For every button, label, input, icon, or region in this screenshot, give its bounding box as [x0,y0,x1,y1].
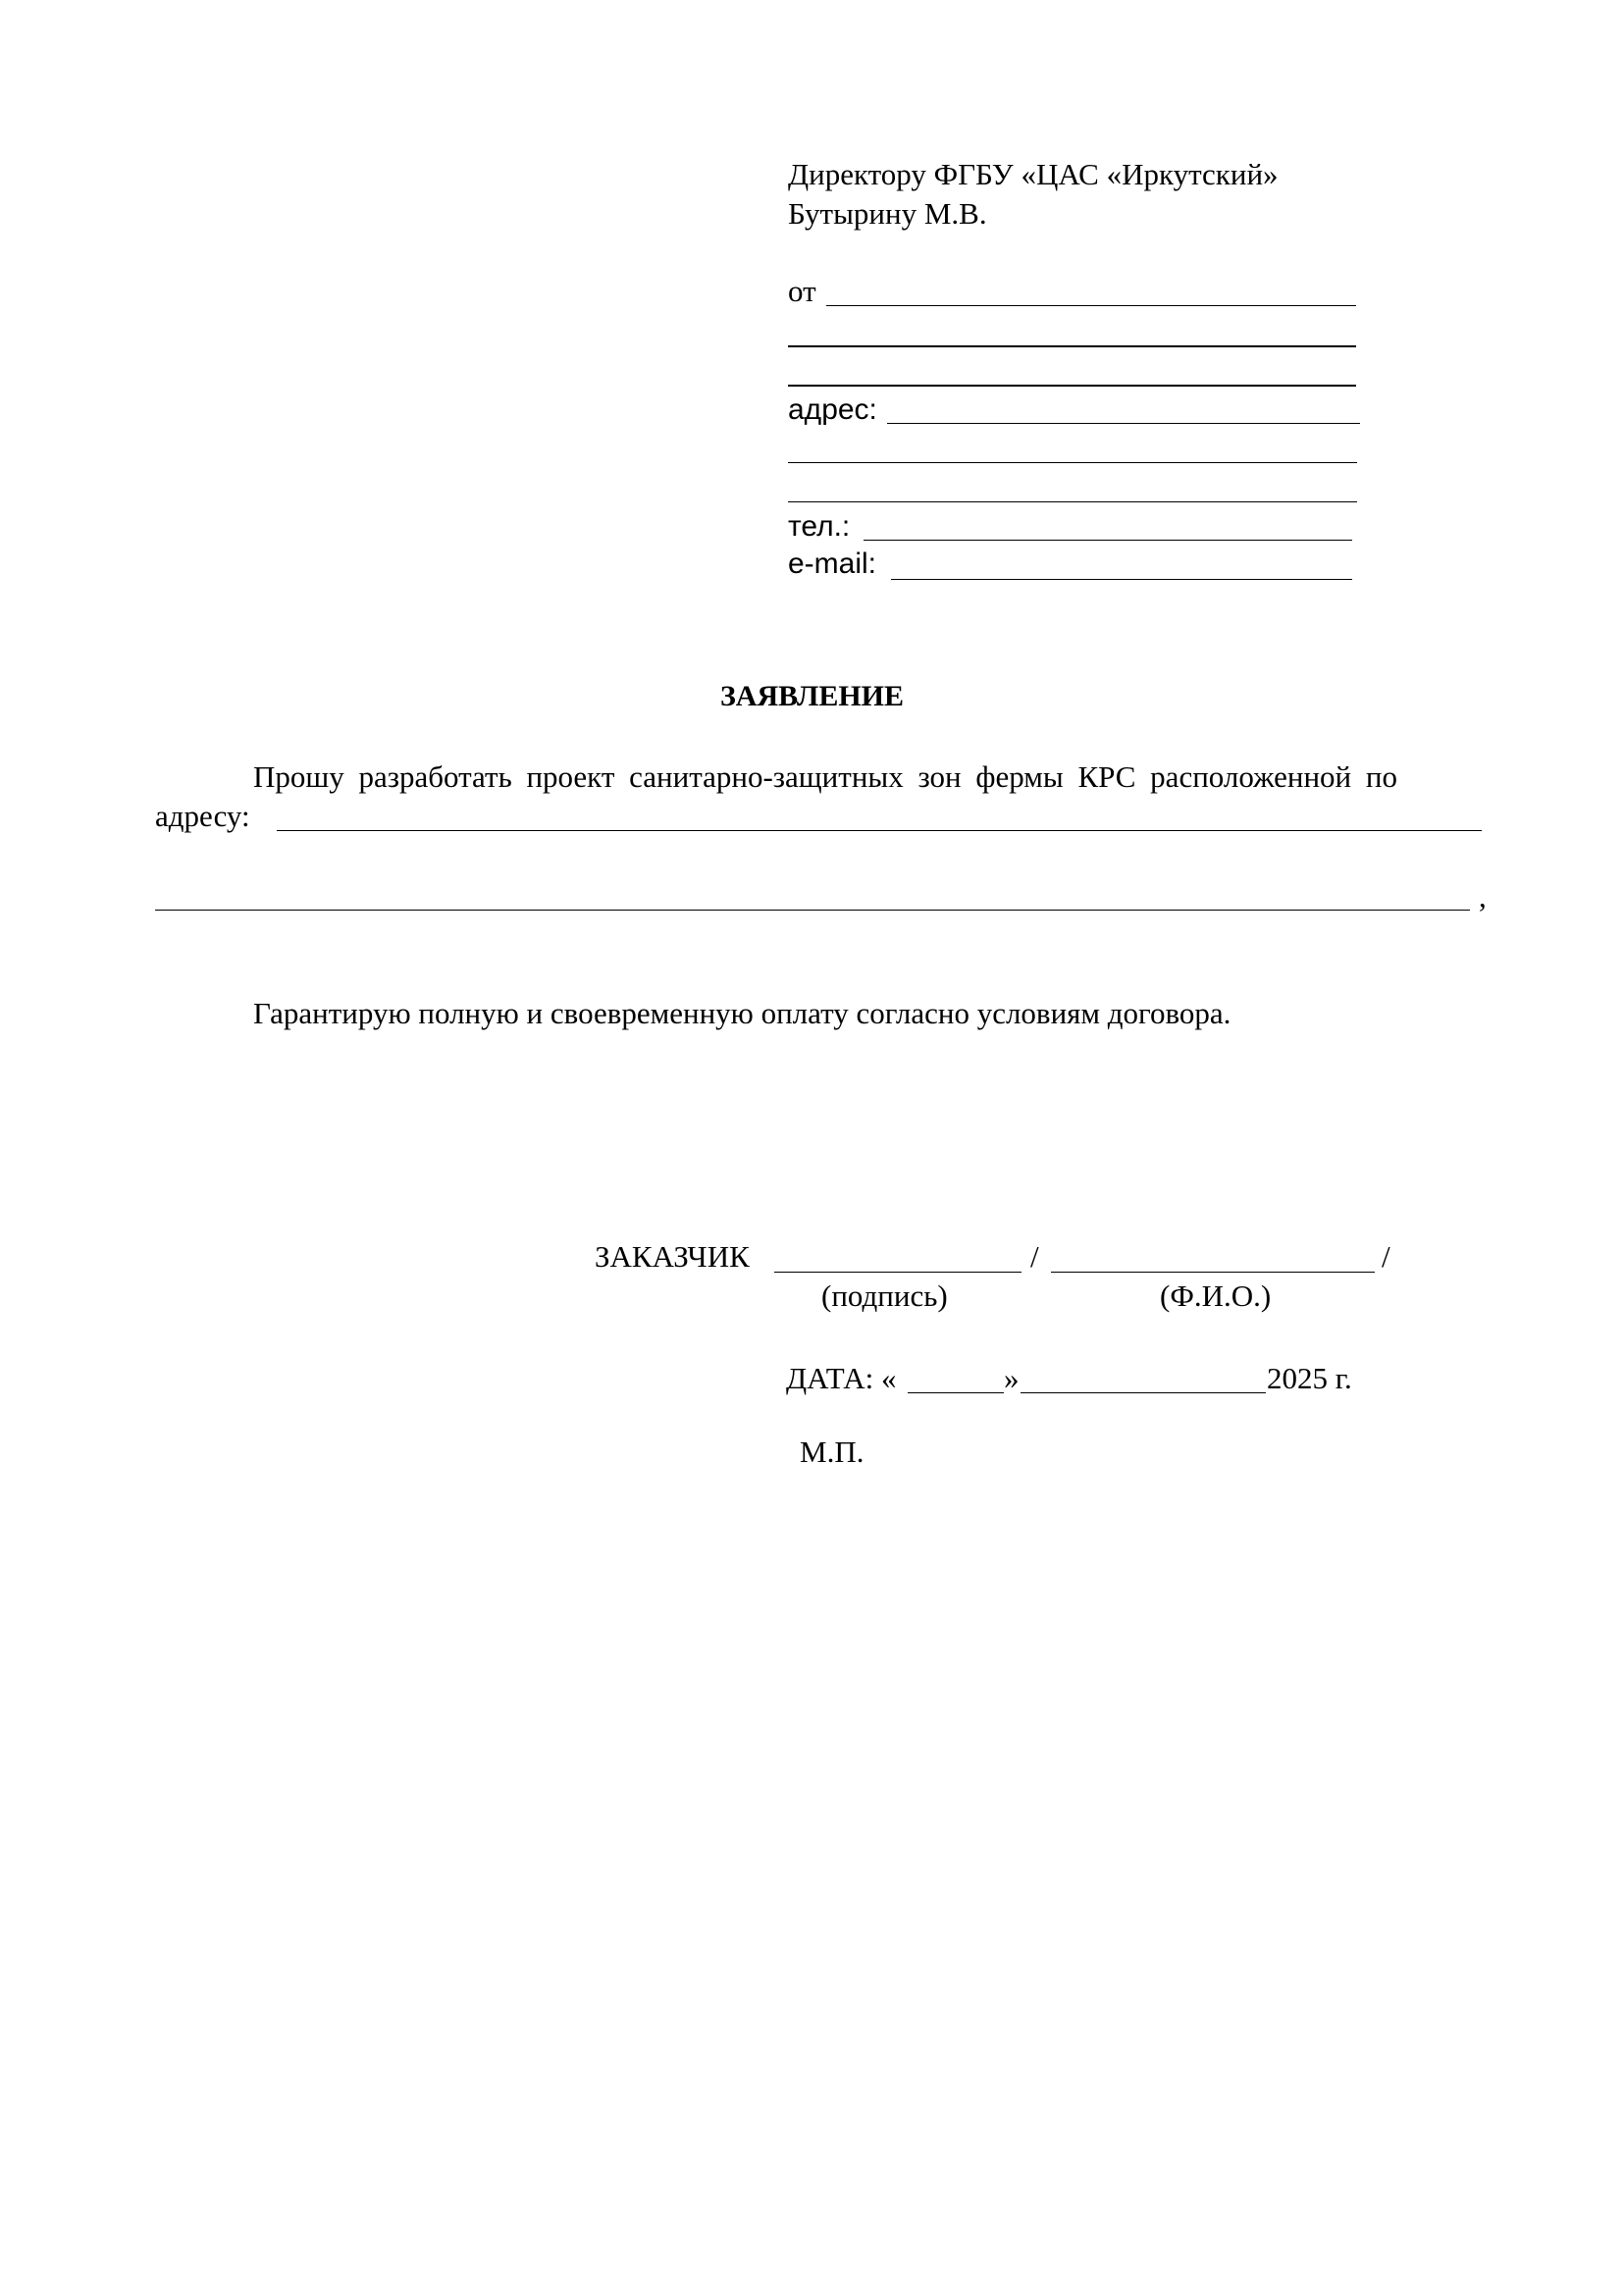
request-comma: , [1479,879,1487,913]
guarantee-text: Гарантирую полную и своевременную оплату согласно условиям договора. [253,996,1231,1030]
stamp-label: М.П. [800,1435,864,1469]
document-title: ЗАЯВЛЕНИЕ [719,680,905,712]
phone-label: тел.: [788,510,851,543]
full-name-caption: (Ф.И.О.) [1160,1278,1272,1313]
date-quote-close: » [1004,1361,1020,1395]
recipient-line-2: Бутырину М.В. [788,196,987,231]
signature-slash-1: / [1030,1239,1039,1274]
address-field-line[interactable] [887,423,1360,424]
email-label: e-mail: [788,548,877,580]
signature-line[interactable] [774,1272,1022,1273]
customer-label: ЗАКАЗЧИК [595,1239,750,1274]
address-label: адрес: [788,393,877,426]
full-name-line[interactable] [1051,1272,1375,1273]
from-field-line-3[interactable] [788,385,1356,387]
recipient-line-1: Директору ФГБУ «ЦАС «Иркутский» [788,157,1279,191]
request-address-line-2[interactable] [155,910,1470,911]
email-field-line[interactable] [891,579,1352,580]
from-field-line-2[interactable] [788,345,1356,347]
request-address-label: адресу: [155,799,250,833]
address-field-line-3[interactable] [788,501,1357,502]
from-label: от [788,274,816,308]
signature-slash-2: / [1382,1239,1390,1274]
request-address-line-1[interactable] [277,830,1482,831]
date-year: 2025 г. [1267,1361,1352,1395]
date-day-line[interactable] [908,1392,1004,1393]
address-field-line-2[interactable] [788,462,1357,463]
request-text-line-1: Прошу разработать проект санитарно-защитных зон фермы КРС расположенной по [253,759,1397,794]
signature-caption: (подпись) [821,1278,948,1313]
date-month-line[interactable] [1021,1392,1266,1393]
from-field-line[interactable] [826,305,1356,306]
phone-field-line[interactable] [864,540,1352,541]
date-label: ДАТА: « [786,1361,897,1395]
